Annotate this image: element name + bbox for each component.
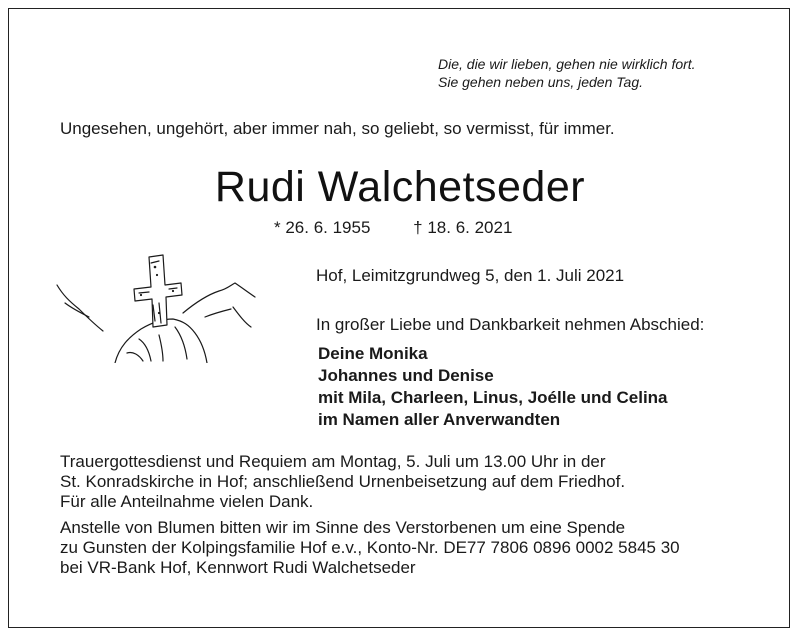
- mourners-list: [318, 343, 668, 431]
- mourner-line: mit Mila, Charleen, Linus, Joélle und Celina: [318, 388, 668, 407]
- funeral-service-text: [60, 452, 625, 512]
- service-line: St. Konradskirche in Hof; anschließend Urnenbeisetzung auf dem Friedhof.: [60, 472, 626, 491]
- death-date: † 18. 6. 2021: [413, 218, 513, 237]
- memorial-quote: [438, 55, 696, 91]
- mourner-line: im Namen aller Anverwandten: [318, 410, 561, 429]
- donation-line: zu Gunsten der Kolpingsfamilie Hof e.v., Konto-Nr. DE77 7806 0896 0002 5845 30: [60, 538, 680, 557]
- place-and-date: Hof, Leimitzgrundweg 5, den 1. Juli 2021: [316, 266, 625, 285]
- farewell-line: In großer Liebe und Dankbarkeit nehmen Abschied:: [316, 315, 705, 334]
- intro-line: Ungesehen, ungehört, aber immer nah, so geliebt, so vermisst, für immer.: [60, 119, 615, 138]
- mourner-line: Johannes und Denise: [318, 366, 494, 385]
- birth-date: * 26. 6. 1955: [274, 218, 371, 237]
- service-line: Für alle Anteilnahme vielen Dank.: [60, 492, 314, 511]
- deceased-name: Rudi Walchetseder: [214, 163, 586, 211]
- quote-line: Die, die wir lieben, gehen nie wirklich fort.: [438, 56, 696, 72]
- summit-cross-icon: [55, 243, 270, 363]
- donation-line: bei VR-Bank Hof, Kennwort Rudi Walchetseder: [60, 558, 416, 577]
- donation-text: [60, 518, 680, 578]
- mourner-line: Deine Monika: [318, 344, 428, 363]
- service-line: Trauergottesdienst und Requiem am Montag, 5. Juli um 13.00 Uhr in der: [60, 452, 606, 471]
- life-dates: [274, 218, 512, 238]
- quote-line: Sie gehen neben uns, jeden Tag.: [438, 74, 643, 90]
- donation-line: Anstelle von Blumen bitten wir im Sinne des Verstorbenen um eine Spende: [60, 518, 626, 537]
